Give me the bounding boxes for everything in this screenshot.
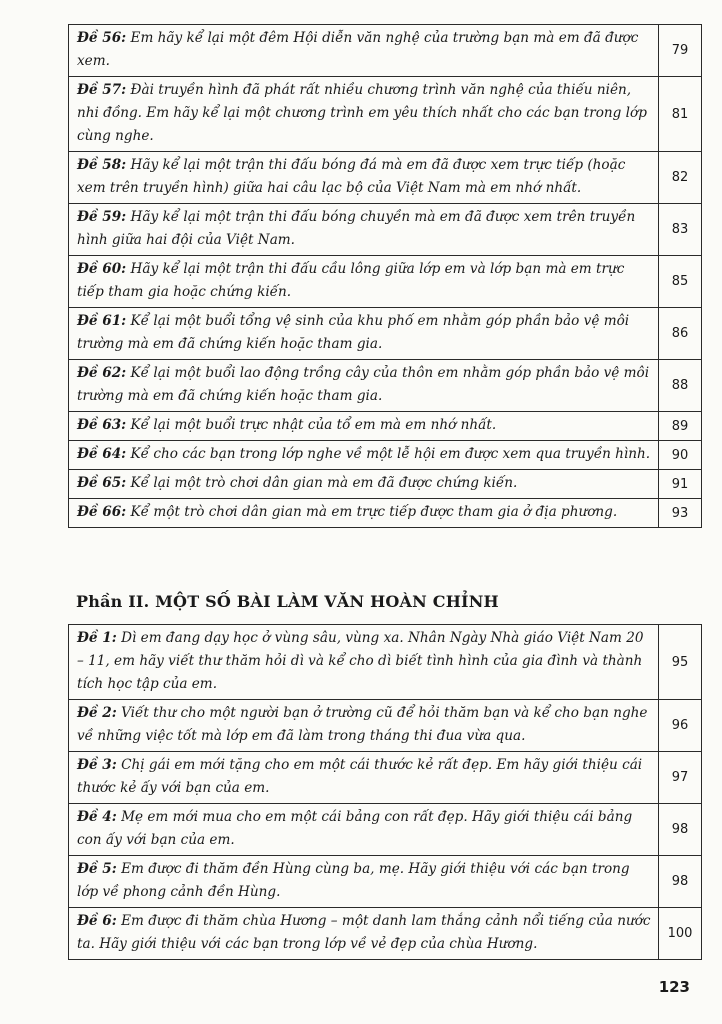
toc-entry-label: Đề 2: <box>77 705 117 721</box>
toc-row <box>69 625 702 700</box>
toc-row <box>69 152 702 204</box>
toc-row <box>69 908 702 960</box>
toc-row <box>69 499 702 528</box>
toc-table-part-1 <box>68 24 702 528</box>
toc-entry <box>69 152 659 204</box>
toc-row <box>69 204 702 256</box>
toc-entry-label: Đề 61: <box>77 313 127 329</box>
toc-row <box>69 360 702 412</box>
toc-entry-page: 95 <box>659 625 702 700</box>
toc-entry <box>69 470 659 499</box>
toc-row <box>69 308 702 360</box>
toc-entry-label: Đề 5: <box>77 861 117 877</box>
toc-entry-label: Đề 63: <box>77 417 127 433</box>
toc-entry-label: Đề 59: <box>77 209 127 225</box>
toc-entry-label: Đề 1: <box>77 630 117 646</box>
toc-entry-label: Đề 64: <box>77 446 127 462</box>
toc-row <box>69 856 702 908</box>
toc-body-part-1 <box>69 25 702 528</box>
toc-row <box>69 25 702 77</box>
toc-entry-page: 91 <box>659 470 702 499</box>
toc-entry <box>69 908 659 960</box>
toc-entry-title: Em được đi thăm chùa Hương – một danh lam thắng cảnh nổi tiếng của nước ta. Hãy giới thiệu với các bạn trong lớp về vẻ đẹp của chùa Hương. <box>77 913 651 952</box>
toc-entry-page: 86 <box>659 308 702 360</box>
toc-entry-page: 85 <box>659 256 702 308</box>
toc-entry-title: Mẹ em mới mua cho em một cái bảng con rất đẹp. Hãy giới thiệu cái bảng con ấy với bạn của em. <box>77 809 633 848</box>
toc-entry <box>69 77 659 152</box>
toc-entry-title: Kể lại một trò chơi dân gian mà em đã được chứng kiến. <box>130 475 518 491</box>
toc-entry <box>69 360 659 412</box>
toc-entry-title: Hãy kể lại một trận thi đấu bóng đá mà em đã được xem trực tiếp (hoặc xem trên truyền hình) giữa hai câu lạc bộ của Việt Nam mà em nhớ nhất. <box>77 157 626 196</box>
toc-entry-label: Đề 65: <box>77 475 127 491</box>
toc-entry-title: Em được đi thăm đền Hùng cùng ba, mẹ. Hãy giới thiệu với các bạn trong lớp về phong cảnh đền Hùng. <box>77 861 630 900</box>
toc-entry-page: 89 <box>659 412 702 441</box>
toc-entry-page: 96 <box>659 700 702 752</box>
toc-entry-page: 97 <box>659 752 702 804</box>
toc-row <box>69 752 702 804</box>
toc-entry <box>69 625 659 700</box>
toc-entry-title: Kể lại một buổi lao động trồng cây của thôn em nhằm góp phần bảo vệ môi trường mà em đã chứng kiến hoặc tham gia. <box>77 365 650 404</box>
toc-entry <box>69 25 659 77</box>
toc-entry-title: Hãy kể lại một trận thi đấu cầu lông giữa lớp em và lớp bạn mà em trực tiếp tham gia hoặc chứng kiến. <box>77 261 625 300</box>
toc-entry-title: Đài truyền hình đã phát rất nhiều chương trình văn nghệ của thiếu niên, nhi đồng. Em hãy kể lại một chương trình em yêu thích nhất cho các bạn trong lớp cùng nghe. <box>77 82 647 144</box>
toc-entry-title: Chị gái em mới tặng cho em một cái thước kẻ rất đẹp. Em hãy giới thiệu cái thước kẻ ấy với bạn của em. <box>77 757 643 796</box>
toc-entry <box>69 752 659 804</box>
page-number: 123 <box>658 978 690 996</box>
toc-entry <box>69 441 659 470</box>
toc-row <box>69 441 702 470</box>
toc-table-part-2 <box>68 624 702 960</box>
toc-entry-page: 79 <box>659 25 702 77</box>
toc-entry-label: Đề 62: <box>77 365 127 381</box>
toc-entry-label: Đề 3: <box>77 757 117 773</box>
toc-entry-page: 88 <box>659 360 702 412</box>
toc-entry-page: 90 <box>659 441 702 470</box>
toc-entry <box>69 499 659 528</box>
toc-entry <box>69 256 659 308</box>
toc-entry-title: Kể lại một buổi tổng vệ sinh của khu phố em nhằm góp phần bảo vệ môi trường mà em đã chứng kiến hoặc tham gia. <box>77 313 630 352</box>
toc-body-part-2 <box>69 625 702 960</box>
toc-entry-page: 83 <box>659 204 702 256</box>
toc-entry-title: Kể lại một buổi trực nhật của tổ em mà em nhớ nhất. <box>130 417 497 433</box>
toc-entry <box>69 804 659 856</box>
toc-entry-label: Đề 56: <box>77 30 127 46</box>
toc-entry-label: Đề 60: <box>77 261 127 277</box>
toc-entry-title: Em hãy kể lại một đêm Hội diễn văn nghệ của trường bạn mà em đã được xem. <box>77 30 639 69</box>
toc-entry <box>69 308 659 360</box>
toc-entry-title: Viết thư cho một người bạn ở trường cũ để hỏi thăm bạn và kể cho bạn nghe về những việc tốt mà lớp em đã làm trong tháng thi đua vừa qua. <box>77 705 648 744</box>
toc-entry-label: Đề 57: <box>77 82 127 98</box>
toc-entry-title: Hãy kể lại một trận thi đấu bóng chuyền mà em đã được xem trên truyền hình giữa hai đội của Việt Nam. <box>77 209 636 248</box>
toc-entry-page: 100 <box>659 908 702 960</box>
toc-entry-title: Kể một trò chơi dân gian mà em trực tiếp được tham gia ở địa phương. <box>130 504 618 520</box>
toc-entry <box>69 204 659 256</box>
toc-entry <box>69 412 659 441</box>
toc-entry-page: 98 <box>659 804 702 856</box>
toc-entry-title: Dì em đang dạy học ở vùng sâu, vùng xa. Nhân Ngày Nhà giáo Việt Nam 20 – 11, em hãy viết thư thăm hỏi dì và kể cho dì biết tình hình của gia đình và thành tích học tập của em. <box>77 630 644 692</box>
toc-row <box>69 470 702 499</box>
toc-row <box>69 77 702 152</box>
toc-entry-page: 82 <box>659 152 702 204</box>
toc-row <box>69 700 702 752</box>
toc-entry-label: Đề 66: <box>77 504 127 520</box>
toc-entry <box>69 700 659 752</box>
toc-entry-label: Đề 6: <box>77 913 117 929</box>
toc-entry-label: Đề 4: <box>77 809 117 825</box>
toc-row <box>69 412 702 441</box>
toc-entry-page: 81 <box>659 77 702 152</box>
toc-entry-page: 93 <box>659 499 702 528</box>
toc-entry-title: Kể cho các bạn trong lớp nghe về một lễ hội em được xem qua truyền hình. <box>130 446 651 462</box>
toc-row <box>69 804 702 856</box>
toc-row <box>69 256 702 308</box>
toc-entry-label: Đề 58: <box>77 157 127 173</box>
toc-entry-page: 98 <box>659 856 702 908</box>
toc-entry <box>69 856 659 908</box>
part-heading: Phần II. MỘT SỐ BÀI LÀM VĂN HOÀN CHỈNH <box>76 592 499 611</box>
